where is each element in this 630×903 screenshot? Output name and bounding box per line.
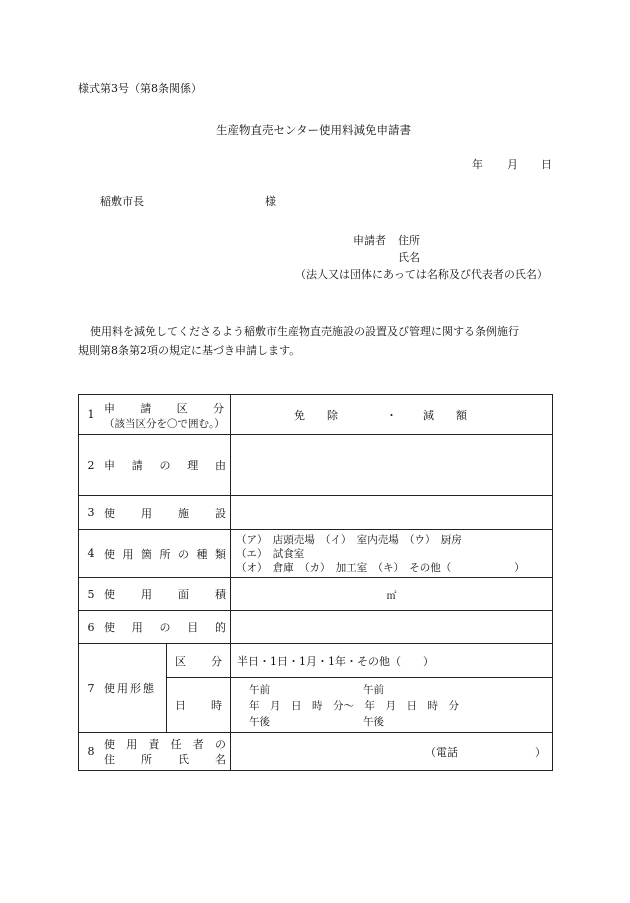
row6-num: 6: [87, 620, 95, 634]
table-row: [79, 435, 553, 496]
application-table: [78, 394, 553, 771]
row8-num: 8: [87, 745, 95, 758]
table-row: [79, 496, 553, 530]
reason-input[interactable]: [231, 435, 553, 496]
location-type-line3: （オ） 倉庫 （カ） 加工室 （キ） その他（ ）: [236, 561, 525, 574]
am-end: 午前: [363, 683, 384, 696]
row8-label-line1: 使 用 責 任 者 の: [104, 737, 226, 751]
pm-end: 午後: [363, 715, 384, 728]
row7-kubun-label: 区 分: [175, 654, 222, 668]
applicant-label: 申請者: [353, 234, 386, 247]
row7-num: 7: [87, 681, 95, 695]
corporate-note: （法人又は団体にあっては名称及び代表者の氏名）: [295, 268, 548, 281]
addressee-suffix: 様: [265, 195, 276, 208]
area-input[interactable]: [231, 578, 553, 611]
table-row: [79, 578, 553, 611]
row5-label: 使 用 面 積: [104, 588, 226, 601]
datetime-line: 年 月 日 時 分～ 年 月 日 時 分: [249, 699, 459, 712]
row1-num: 1: [87, 407, 95, 421]
row3-num: 3: [87, 506, 95, 519]
row3-label: 使 用 施 設: [104, 506, 226, 520]
row1-value-cell[interactable]: [231, 395, 553, 435]
addressee: 稲敷市長: [100, 195, 144, 208]
body-text-line2: 規則第8条第2項の規定に基づき申請します。: [78, 344, 301, 357]
name-label: 氏名: [398, 251, 420, 264]
address-label: 住所: [398, 234, 420, 247]
date-day: 日: [541, 158, 552, 171]
option-exemption[interactable]: 免除: [294, 408, 360, 422]
option-separator: ・: [386, 408, 397, 422]
table-row: [79, 530, 553, 578]
responsible-person-input[interactable]: [231, 733, 553, 771]
location-type-line2: （エ） 試食室: [236, 547, 305, 560]
facility-input[interactable]: [231, 496, 553, 530]
row4-label: 使 用 箇 所 の 種 類: [104, 547, 226, 561]
table-row: [79, 644, 553, 678]
date-year: 年: [472, 158, 483, 171]
row7-label: 使 用 形 態: [104, 682, 154, 695]
location-type-line1: （ア） 店頭売場 （イ） 室内売場 （ウ） 厨房: [236, 533, 462, 546]
row5-num: 5: [87, 587, 95, 601]
row2-label: 申 請 の 理 由: [104, 459, 226, 472]
usage-datetime-cell[interactable]: [231, 678, 553, 733]
option-reduction[interactable]: 減額: [423, 408, 489, 422]
body-text-line1: 使用料を減免してくださるよう稲敷市生産物直売施設の設置及び管理に関する条例施行: [90, 325, 519, 338]
date-month: 月: [507, 158, 518, 171]
row1-label: 申 請 区 分: [104, 401, 224, 415]
purpose-input[interactable]: [231, 611, 553, 644]
pm-start: 午後: [249, 715, 270, 728]
row7-jiji-label: 日 時: [175, 699, 222, 712]
area-unit: ㎡: [386, 590, 397, 602]
usage-category-options: 半日・1日・1月・1年・その他（ ）: [237, 654, 434, 668]
row1-label-cell: [79, 395, 231, 435]
form-number: 様式第3号（第8条関係）: [78, 82, 202, 95]
table-row: [79, 611, 553, 644]
row2-num: 2: [87, 458, 95, 472]
row8-label-line2: 住 所 氏 名: [104, 752, 226, 766]
location-type-cell[interactable]: [231, 530, 553, 578]
row1-sublabel: （該当区分を〇で囲む。）: [104, 417, 225, 430]
phone-label: （電話 ）: [425, 745, 546, 759]
row4-num: 4: [87, 547, 95, 560]
document-title: 生産物直売センター使用料減免申請書: [216, 123, 412, 137]
table-row: [79, 733, 553, 771]
usage-category-cell[interactable]: [231, 644, 553, 678]
am-start: 午前: [249, 683, 270, 696]
table-row: [79, 395, 553, 435]
row6-label: 使 用 の 目 的: [104, 621, 226, 634]
